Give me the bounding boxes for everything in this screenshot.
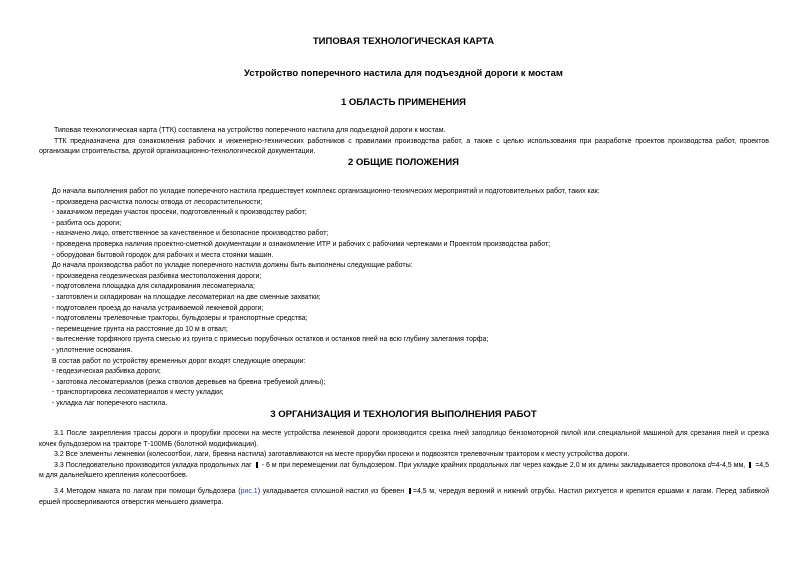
list-item: До начала производства работ по укладке поперечного настила должны быть выполнены следующие работы:: [52, 262, 413, 270]
list-item: - транспортировка лесоматериалов к месту укладки;: [52, 389, 224, 397]
list-item: - заготовлен и складирован на площадке лесоматериал на две сменные захватки;: [52, 293, 321, 301]
paragraph-3-2: 3.2 Все элементы лежневки (колесоотбои, лаги, бревна настила) заготавливаются на месте прорубки просеки и подвозятся трелевочным трактором к месту устройства дороги.: [54, 451, 630, 459]
list-item: - проведена проверка наличия проектно-сметной документации и ознакомление ИТР и рабочих с рабочими чертежами и Проектом производства работ;: [52, 240, 551, 248]
section-2-text: [52, 187, 769, 409]
section-2-lines: [52, 187, 769, 409]
list-item: - уплотнение основания.: [52, 346, 133, 354]
list-item: - заказчиком передан участок просеки, подготовленный к производству работ;: [52, 209, 307, 217]
list-item: До начала выполнения работ по укладке поперечного настила предшествует комплекс организационно-технических мероприятий и подготовительных работ, таких как:: [52, 188, 600, 195]
paragraph-3-4-part-c: =4,5 м, чередуя верхний и нижний отрубы. Настил рихтуется и крепится ершами к лагам. Перед забивкой ершей просверливаются отверстия меньшего диаметра.: [39, 487, 769, 506]
paragraph: Типовая технологическая карта (ТТК) составлена на устройство поперечного настила для подъездной дороги к мостам.: [54, 127, 446, 134]
diameter-symbol: d: [707, 461, 712, 469]
list-item: - произведена геодезическая разбивка местоположения дороги;: [52, 272, 262, 280]
list-item: - подготовлен проезд до начала устраиваемой лежневой дороги;: [52, 304, 264, 312]
list-item: - вытеснение торфяного грунта смесью из грунта с примесью порубочных остатков и останков пней на всю глубину залегания торфа;: [52, 336, 489, 344]
list-item: - заготовка лесоматериалов (резка стволов деревьев на бревна требуемой длины);: [52, 378, 326, 386]
list-item: - укладка лаг поперечного настила.: [52, 399, 168, 407]
section-2-heading: 2 ОБЩИЕ ПОЛОЖЕНИЯ: [348, 157, 459, 168]
list-item: - оборудован бытовой городок для рабочих и места стоянки машин.: [52, 251, 274, 259]
list-item: - разбита ось дороги;: [52, 219, 122, 227]
formula-symbol-icon: [409, 488, 411, 494]
paragraph-3-4: [39, 487, 769, 508]
formula-symbol-icon: [256, 462, 258, 468]
document-title: ТИПОВАЯ ТЕХНОЛОГИЧЕСКАЯ КАРТА: [312, 36, 495, 47]
list-item: - перемещение грунта на расстояние до 10 м в отвал;: [52, 325, 228, 333]
paragraph-3-4-part-a: 3.4 Методом наката по лагам при помощи бульдозера (: [54, 487, 241, 495]
document-subtitle: Устройство поперечного настила для подъездной дороги к мостам: [244, 68, 563, 79]
list-item: - подготовлена площадка для складирования лесоматериала;: [52, 283, 255, 291]
paragraph: ТТК предназначена для ознакомления рабочих и инженерно-технических работников с правилами производства работ, а также с целью использования при разработке проектов производства работ, проектов организации строительства, другой организационно-технологической документации.: [39, 137, 769, 156]
section-3-heading: 3 ОРГАНИЗАЦИЯ И ТЕХНОЛОГИЯ ВЫПОЛНЕНИЯ РАБОТ: [270, 409, 537, 420]
paragraph-3-3-part-a: 3.3 Последовательно производится укладка продольных лаг: [54, 461, 252, 469]
list-item: - произведена расчистка полосы отвода от лесорастительности;: [52, 198, 263, 206]
list-item: - геодезическая разбивка дороги;: [52, 368, 161, 376]
paragraph-3-3-part-b: - 6 м при перемещении лаг бульдозером. При укладке крайних продольных лаг через каждые 2,0 м их длины закладывается проволока: [261, 461, 706, 469]
paragraph-3-3: [39, 461, 769, 482]
section-1-heading: 1 ОБЛАСТЬ ПРИМЕНЕНИЯ: [340, 97, 467, 108]
section-3-text: [39, 429, 769, 508]
list-item: В состав работ по устройству временных дорог входят следующие операции:: [52, 357, 306, 365]
paragraph-3-1: 3.1 После закрепления трассы дороги и прорубки просеки на месте устройства лежневой дороги производится срезка пней заподлицо бензомоторной пилой или специальной машиной для срезания пней и срезка кочек бульдозером на тракторе Т-100МБ (болотной модификации).: [39, 430, 769, 448]
section-1-text: [39, 126, 769, 158]
list-item: - назначено лицо, ответственное за качественное и безопасное производство работ;: [52, 230, 329, 238]
list-item: - подготовлены трелевочные тракторы, бульдозеры и транспортные средства;: [52, 315, 308, 323]
paragraph-3-3-part-c: =4-4,5 мм,: [711, 461, 746, 469]
paragraph-3-3-part-e: =4,5 м для дальнейшего крепления колесоотбоев.: [39, 461, 770, 480]
formula-symbol-icon: [749, 462, 751, 468]
figure-1-link[interactable]: рис.1: [240, 487, 258, 495]
paragraph-3-4-part-b: ) укладывается сплошной настил из бревен: [257, 487, 405, 495]
